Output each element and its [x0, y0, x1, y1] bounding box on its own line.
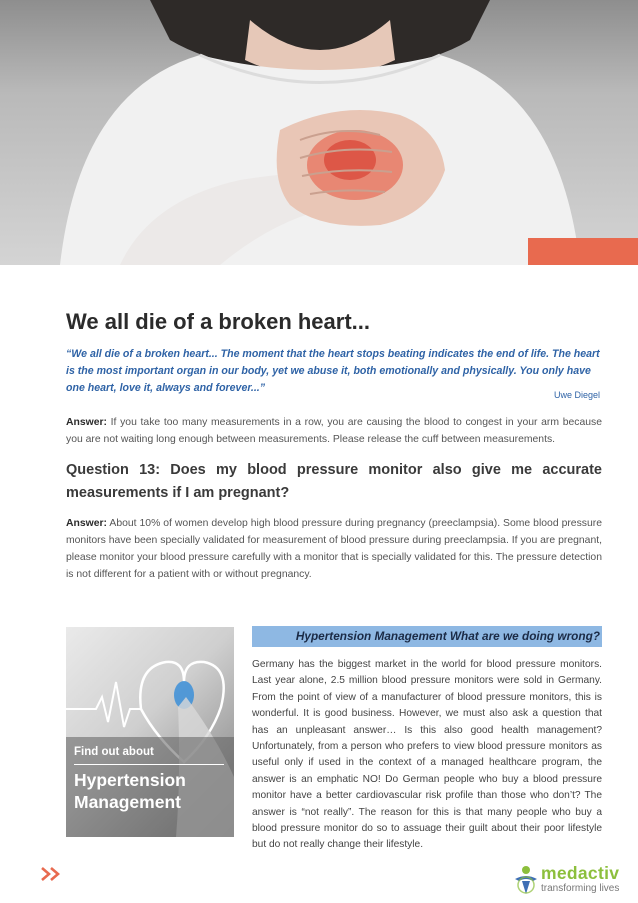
card-kicker: Find out about [74, 746, 154, 758]
woman-holding-chest-photo [0, 0, 638, 265]
promo-card[interactable] [66, 627, 234, 837]
section-banner [252, 626, 602, 647]
pull-quote: “We all die of a broken heart... The moment that the heart stops beating indicates the end of life. The heart is the most important organ in our body, yet we abuse it, both emotionally and physically. You only have one heart, love it, always and forever...” [66, 348, 600, 394]
answer-label: Answer: [66, 518, 107, 529]
logo-figure-icon [513, 865, 539, 895]
answer-paragraph-2 [66, 515, 602, 583]
card-heading: Hypertension Management [74, 770, 186, 812]
logo-tagline: transforming lives [541, 883, 620, 894]
quote-author: Uwe Diegel [553, 390, 600, 400]
answer-text: About 10% of women develop high blood pressure during pregnancy (preeclampsia). Some blood pressure monitors have been specially validated for measurement of blood pressure during preeclampsia. If you are pregnant, please monitor your blood pressure carefully with a monitor that is specially validated for this. The pressure detection is not different for a patient with or without pregnancy. [66, 518, 602, 580]
hero-image [0, 0, 638, 265]
section-body: Germany has the biggest market in the world for blood pressure monitors. Last year alone, 2.5 million blood pressure monitors were sold in Germany. From the point of view of a manufacturer of blood pressure monitors, this is wonderful. It is good business. However, we must also ask a question that has an unpleasant answer… Is this also good health management? Unfortunately, from a person who prefers to view blood pressure monitors as useful only if used in the context of a managed healthcare program, the answer is an emphatic NO! Do German people who buy a blood pressure monitor have a better cardiovascular risk profile than those who don’t? The answer is “not really”. The reason for this is that many people who buy a blood pressure monitor do so to assuage their guilt about their poor lifestyle but do not really change their lifestyle. [252, 659, 602, 851]
question-heading: Question 13: Does my blood pressure monitor also give me accurate measurements if I am pregnant? [66, 462, 602, 501]
article-title: We all die of a broken heart... [66, 309, 371, 334]
answer-paragraph-1 [66, 414, 602, 448]
logo-name: medactiv [541, 863, 620, 883]
accent-bar [528, 238, 638, 265]
medactiv-logo[interactable] [513, 863, 623, 899]
answer-label: Answer: [66, 417, 107, 428]
answer-text: If you take too many measurements in a row, you are causing the blood to congest in your arm because you are not waiting long enough between measurements. Please release the cuff between measurements. [66, 417, 602, 445]
card-divider [74, 764, 224, 765]
double-chevron-right-icon [40, 866, 64, 882]
banner-title: Hypertension Management What are we doing wrong? [295, 629, 600, 643]
